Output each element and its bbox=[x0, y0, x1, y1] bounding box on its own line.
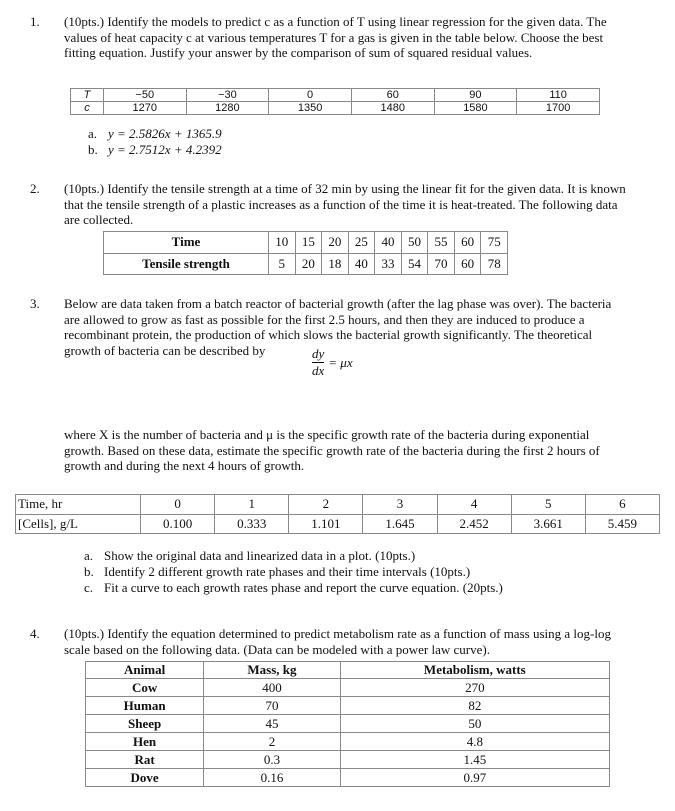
table-cell: 1480 bbox=[351, 102, 434, 115]
table-cell: 400 bbox=[204, 679, 340, 697]
table-cell: [Cells], g/L bbox=[16, 514, 141, 534]
table-cell: 2 bbox=[289, 495, 363, 515]
table-cell: Hen bbox=[86, 733, 204, 751]
table-cell: 40 bbox=[348, 253, 375, 275]
table-cell: 4.8 bbox=[340, 733, 609, 751]
table-cell: 20 bbox=[295, 253, 322, 275]
table-cell: 54 bbox=[401, 253, 428, 275]
table-cell: 50 bbox=[340, 715, 609, 733]
table-cell: 45 bbox=[204, 715, 340, 733]
table-cell: 6 bbox=[585, 495, 659, 515]
column-header: Mass, kg bbox=[204, 662, 340, 679]
table-cell: Rat bbox=[86, 751, 204, 769]
table-row bbox=[16, 495, 660, 515]
table-cell: 1580 bbox=[434, 102, 517, 115]
option-b: b. y = 2.7512x + 4.2392 bbox=[88, 142, 222, 157]
table-cell: 3 bbox=[363, 495, 437, 515]
item-b: b. Identify 2 different growth rate phases and their time intervals (10pts.) bbox=[84, 564, 471, 579]
table-row bbox=[71, 89, 600, 102]
option-a: a. y = 2.5826x + 1365.9 bbox=[88, 126, 222, 141]
question-4: 4. (10pts.) Identify the equation determined to predict metabolism rate as a function of mass using a log-log scale based on the following data. (Data can be modeled with a power law curve). bbox=[30, 626, 640, 657]
table-cell: 60 bbox=[454, 232, 481, 254]
table-cell: 15 bbox=[295, 232, 322, 254]
metabolism-table bbox=[85, 661, 610, 787]
table-cell: 60 bbox=[454, 253, 481, 275]
question-3-text: Below are data taken from a batch reactor of bacterial growth (after the lag phase was over). The bacteria are allowed to grow as fast as possible for the first 2.5 hours, and then they are induced to produce a recombinant protein, the production of which slows the bacterial growth significantly. The theoretical growth of bacteria can be described by bbox=[64, 296, 612, 358]
bacterial-growth-table bbox=[15, 494, 660, 534]
question-1: 1. (10pts.) Identify the models to predict c as a function of T using linear regression for the given data. The values of heat capacity c at various temperatures T for a gas is given in the table below. Choose the best fitting equation. Justify your answer by the comparison of sum of squared residual values. bbox=[30, 14, 630, 61]
table-row bbox=[71, 102, 600, 115]
question-3-items bbox=[84, 548, 503, 596]
table-cell: Tensile strength bbox=[104, 253, 269, 275]
table-row bbox=[86, 733, 610, 751]
table-row bbox=[86, 715, 610, 733]
tensile-strength-table bbox=[103, 231, 508, 275]
table-cell: −30 bbox=[186, 89, 269, 102]
table-cell: Sheep bbox=[86, 715, 204, 733]
table-cell: 18 bbox=[322, 253, 349, 275]
table-cell: 0.100 bbox=[141, 514, 215, 534]
table-cell: 78 bbox=[481, 253, 508, 275]
table-cell: 20 bbox=[322, 232, 349, 254]
table-cell: 5 bbox=[269, 253, 296, 275]
table-cell: 70 bbox=[204, 697, 340, 715]
table-cell: −50 bbox=[103, 89, 186, 102]
growth-equation: $\frac{dy}{dx}$ = μx bbox=[312, 346, 353, 378]
table-cell: 0.16 bbox=[204, 769, 340, 787]
table-cell: 0.97 bbox=[340, 769, 609, 787]
item-a: a. Show the original data and linearized data in a plot. (10pts.) bbox=[84, 548, 416, 563]
table-cell: 270 bbox=[340, 679, 609, 697]
table-cell: 5.459 bbox=[585, 514, 659, 534]
table-cell: 110 bbox=[517, 89, 600, 102]
question-2-text: (10pts.) Identify the tensile strength at a time of 32 min by using the linear fit for the given data. It is known that the tensile strength of a plastic increases as a function of the time it is heat-treated. The following data are collected. bbox=[64, 181, 626, 227]
table-cell: 82 bbox=[340, 697, 609, 715]
question-1-options bbox=[88, 126, 222, 158]
table-cell: Human bbox=[86, 697, 204, 715]
table-cell: 10 bbox=[269, 232, 296, 254]
table-cell: c bbox=[71, 102, 104, 115]
table-row bbox=[86, 769, 610, 787]
table-cell: 1.101 bbox=[289, 514, 363, 534]
table-cell: 55 bbox=[428, 232, 455, 254]
table-cell: 75 bbox=[481, 232, 508, 254]
table-cell: 1700 bbox=[517, 102, 600, 115]
table-cell: Dove bbox=[86, 769, 204, 787]
question-3-text2: where X is the number of bacteria and μ is the specific growth rate of the bacteria during exponential growth. Based on these data, estimate the specific growth rate of the bacteria during the first 2 hours of growth and during the next 4 hours of growth. bbox=[64, 427, 600, 473]
table-cell: 2.452 bbox=[437, 514, 511, 534]
question-1-text: (10pts.) Identify the models to predict c as a function of T using linear regression for the given data. The values of heat capacity c at various temperatures T for a gas is given in the table below. Choose the best fitting equation. Justify your answer by the comparison of sum of squared residual values. bbox=[64, 14, 607, 60]
table-row bbox=[86, 751, 610, 769]
table-cell: Time bbox=[104, 232, 269, 254]
table-cell: 3.661 bbox=[511, 514, 585, 534]
table-cell: 50 bbox=[401, 232, 428, 254]
table-cell: 33 bbox=[375, 253, 402, 275]
table-row bbox=[104, 232, 508, 254]
column-header: Metabolism, watts bbox=[340, 662, 609, 679]
table-cell: 4 bbox=[437, 495, 511, 515]
table-cell: 2 bbox=[204, 733, 340, 751]
table-cell: 0 bbox=[141, 495, 215, 515]
table-cell: 0.3 bbox=[204, 751, 340, 769]
table-cell: 1 bbox=[215, 495, 289, 515]
table-cell: 1350 bbox=[269, 102, 352, 115]
table-cell: 40 bbox=[375, 232, 402, 254]
item-c: c. Fit a curve to each growth rates phase and report the curve equation. (20pts.) bbox=[84, 580, 503, 595]
question-4-text: (10pts.) Identify the equation determined to predict metabolism rate as a function of mass using a log-log scale based on the following data. (Data can be modeled with a power law curve). bbox=[64, 626, 611, 657]
table-row bbox=[86, 697, 610, 715]
table-cell: 0.333 bbox=[215, 514, 289, 534]
table-cell: 25 bbox=[348, 232, 375, 254]
table-cell: 70 bbox=[428, 253, 455, 275]
table-cell: 1280 bbox=[186, 102, 269, 115]
table-cell: Cow bbox=[86, 679, 204, 697]
table-cell: T bbox=[71, 89, 104, 102]
question-3: 3. Below are data taken from a batch reactor of bacterial growth (after the lag phase was over). The bacteria are allowed to grow as fast as possible for the first 2.5 hours, and then they are induced to produce a recombinant protein, the production of which slows the bacterial growth significantly. The theoretical growth of bacteria can be described by bbox=[30, 296, 630, 358]
table-cell: 1270 bbox=[103, 102, 186, 115]
table-cell: 1.645 bbox=[363, 514, 437, 534]
table-row bbox=[104, 253, 508, 275]
table-header-row bbox=[86, 662, 610, 679]
question-2: 2. (10pts.) Identify the tensile strength at a time of 32 min by using the linear fit for the given data. It is known that the tensile strength of a plastic increases as a function of the time it is heat-treated. The following data are collected. bbox=[30, 181, 630, 228]
table-cell: 60 bbox=[351, 89, 434, 102]
table-cell: 0 bbox=[269, 89, 352, 102]
table-row bbox=[16, 514, 660, 534]
table-cell: 90 bbox=[434, 89, 517, 102]
table-cell: 1.45 bbox=[340, 751, 609, 769]
table-cell: Time, hr bbox=[16, 495, 141, 515]
question-3-text2-wrap bbox=[30, 427, 630, 474]
column-header: Animal bbox=[86, 662, 204, 679]
table-row bbox=[86, 679, 610, 697]
table-cell: 5 bbox=[511, 495, 585, 515]
heat-capacity-table bbox=[70, 88, 600, 115]
